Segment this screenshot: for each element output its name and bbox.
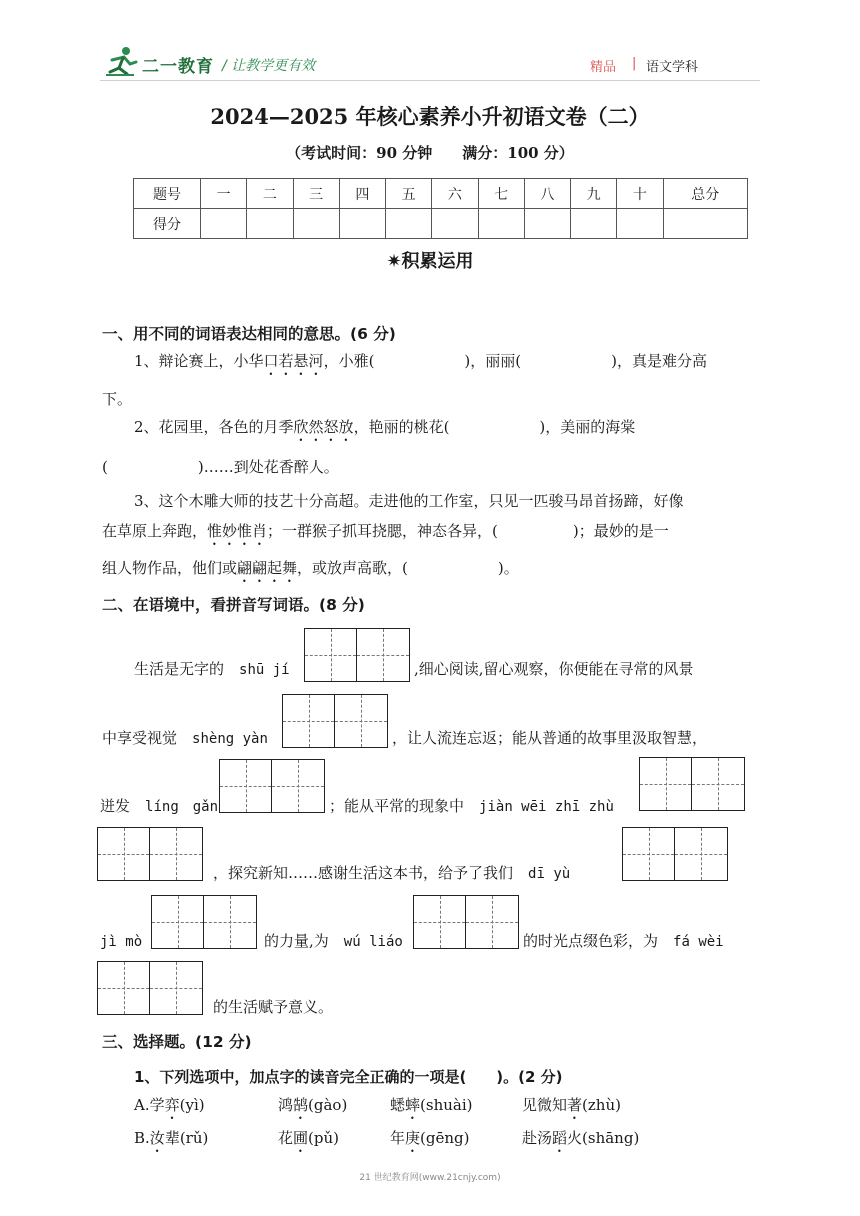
- score-input-cell[interactable]: [524, 209, 570, 239]
- text-run: (pǔ): [308, 1129, 339, 1147]
- option-a-word-2: [278, 1094, 347, 1123]
- question-1-heading: 一、用不同的词语表达相同的意思。(6 分): [102, 325, 396, 343]
- answer-grid[interactable]: [304, 628, 410, 682]
- text-run: 生活是无字的: [134, 660, 225, 678]
- dotted-char: 鹄: [293, 1096, 309, 1114]
- grid-cell: [466, 896, 518, 948]
- option-a-word-4: [522, 1094, 621, 1123]
- pinyin: jiàn wēi zhī zhù: [479, 799, 614, 815]
- q1-item-1-cont: 下。: [102, 390, 133, 408]
- text-run: ；能从平常的现象中: [329, 797, 465, 815]
- q2-line-2-post: ，让人流连忘返；能从普通的故事里汲取智慧，: [392, 729, 708, 747]
- text-run: 见微知: [522, 1096, 568, 1114]
- table-cell: 总分: [663, 179, 748, 209]
- table-cell: 一: [201, 179, 247, 209]
- score-input-cell[interactable]: [201, 209, 247, 239]
- text-run: (zhù): [582, 1096, 621, 1114]
- text-run: ；一群猴子抓耳挠腮，神态各异，( )；最妙的是一: [267, 522, 669, 540]
- text-run: 迸发: [100, 797, 131, 815]
- text-run: 辈(rǔ): [164, 1129, 209, 1147]
- grid-cell: [150, 828, 202, 880]
- q2-line-6-post: 的生活赋予意义。: [213, 998, 334, 1016]
- dotted-char: 弈: [164, 1096, 180, 1114]
- grid-cell: [283, 695, 335, 747]
- dotted-char: 著: [567, 1096, 583, 1114]
- header-divider: [100, 80, 760, 81]
- q1-item-3-cont: [102, 520, 669, 549]
- grid-cell: [675, 828, 727, 880]
- q2-line-3-pre: [100, 795, 218, 818]
- q2-line-3-mid: [329, 795, 614, 818]
- question-2-heading: 二、在语境中，看拼音写词语。(8 分): [102, 596, 365, 614]
- option-a[interactable]: [134, 1094, 205, 1123]
- text-run: ，探究新知……感谢生活这本书，给予了我们: [213, 864, 514, 882]
- q2-line-5-pre: [100, 930, 142, 953]
- dotted-word: 惟妙惟肖: [207, 522, 268, 540]
- q1-item-1: [134, 350, 707, 379]
- pinyin: shū jí: [239, 662, 290, 678]
- grid-cell: [98, 828, 150, 880]
- grid-cell: [357, 629, 409, 681]
- page-title: 2024—2025 年核心素养小升初语文卷（二）: [210, 104, 650, 129]
- score-input-cell[interactable]: [339, 209, 385, 239]
- grid-cell: [305, 629, 357, 681]
- text-run: A.学: [134, 1096, 165, 1114]
- table-cell: 得分: [134, 209, 201, 239]
- footer-source: 21 世纪教育网(www.21cnjy.com): [359, 1173, 501, 1183]
- score-table: [133, 178, 748, 239]
- dotted-word: 口若悬河: [263, 352, 324, 370]
- option-b-word-2: [278, 1127, 339, 1156]
- score-input-cell[interactable]: [386, 209, 432, 239]
- score-input-cell[interactable]: [663, 209, 748, 239]
- text-run: (shuài): [420, 1096, 473, 1114]
- table-cell: 六: [432, 179, 478, 209]
- score-input-cell[interactable]: [571, 209, 617, 239]
- text-run: (gēng): [420, 1129, 470, 1147]
- text-run: 中享受视觉: [102, 729, 178, 747]
- option-b-word-3: [390, 1127, 469, 1156]
- text-run: 在草原上奔跑，: [102, 522, 208, 540]
- text-run: ，艳丽的桃花( )，美丽的海棠: [353, 418, 636, 436]
- slogan: / 让教学更有效: [222, 58, 316, 74]
- logo-text: 二一教育: [142, 57, 214, 77]
- header-separator: |: [632, 56, 637, 71]
- answer-grid[interactable]: [282, 694, 388, 748]
- grid-cell: [272, 760, 324, 812]
- text-run: (yì): [179, 1096, 205, 1114]
- text-run: 蟋: [390, 1096, 406, 1114]
- text-run: 鸿: [278, 1096, 294, 1114]
- table-cell: 二: [247, 179, 293, 209]
- text-run: ，小雅( )，丽丽( )，真是难分高: [323, 352, 707, 370]
- table-cell: 九: [571, 179, 617, 209]
- text-run: 的力量,为: [264, 932, 329, 950]
- answer-grid[interactable]: [97, 961, 203, 1015]
- pinyin: líng gǎn: [145, 799, 219, 815]
- score-table-score-row: [134, 209, 748, 239]
- q2-line-1-pre: [134, 658, 290, 681]
- dotted-char: 庚: [405, 1129, 421, 1147]
- pinyin: jì mò: [100, 934, 143, 950]
- score-input-cell[interactable]: [617, 209, 663, 239]
- answer-grid[interactable]: [639, 757, 745, 811]
- q1-item-3: 3、这个木雕大师的技艺十分高超。走进他的工作室，只见一匹骏马昂首扬蹄，好像: [134, 492, 684, 510]
- text-run: 花: [278, 1129, 294, 1147]
- grid-cell: [220, 760, 272, 812]
- answer-grid[interactable]: [151, 895, 257, 949]
- dotted-char: 蟀: [405, 1096, 421, 1114]
- answer-grid[interactable]: [97, 827, 203, 881]
- q2-line-2-pre: [102, 727, 268, 750]
- text-run: ，或放声高歌，( )。: [297, 559, 519, 577]
- option-a-word-3: [390, 1094, 473, 1123]
- grid-cell: [150, 962, 202, 1014]
- q1-item-3-cont2: [102, 557, 519, 586]
- subject-label: 语文学科: [646, 60, 699, 75]
- q2-line-1-post: ,细心阅读,留心观察，你便能在寻常的风景: [414, 660, 694, 678]
- grid-cell: [152, 896, 204, 948]
- score-input-cell[interactable]: [478, 209, 524, 239]
- text-run: 组人物作品，他们或: [102, 559, 238, 577]
- pinyin: dī yù: [528, 866, 571, 882]
- table-cell: 三: [293, 179, 339, 209]
- dotted-char: 圃: [293, 1129, 309, 1147]
- score-input-cell[interactable]: [432, 209, 478, 239]
- grid-cell: [335, 695, 387, 747]
- text-run: 2、花园里，各色的月季: [134, 418, 294, 436]
- q1-item-2: [134, 416, 635, 445]
- exam-info: （考试时间：90 分钟 满分：100 分）: [286, 144, 574, 162]
- dotted-char: 汝: [149, 1129, 165, 1147]
- score-input-cell[interactable]: [247, 209, 293, 239]
- table-cell: 五: [386, 179, 432, 209]
- q2-line-5-post: [523, 930, 724, 953]
- table-cell: 四: [339, 179, 385, 209]
- grid-cell: [204, 896, 256, 948]
- question-3-heading: 三、选择题。(12 分): [102, 1033, 252, 1051]
- dotted-word: 欣然怒放: [293, 418, 354, 436]
- option-b[interactable]: [134, 1127, 208, 1156]
- grid-cell: [414, 896, 466, 948]
- q2-line-5-mid: [264, 930, 403, 953]
- pinyin: shèng yàn: [192, 731, 268, 747]
- table-cell: 十: [617, 179, 663, 209]
- option-b-word-4: [522, 1127, 639, 1156]
- text-run: (gào): [308, 1096, 348, 1114]
- pinyin: fá wèi: [673, 934, 724, 950]
- text-run: 赴汤: [522, 1129, 553, 1147]
- grid-cell: [623, 828, 675, 880]
- score-table-header-row: [134, 179, 748, 209]
- table-cell: 题号: [134, 179, 201, 209]
- text-run: 的时光点缀色彩，为: [523, 932, 659, 950]
- grid-cell: [692, 758, 744, 810]
- q2-line-4-mid: [213, 862, 570, 885]
- text-run: B.: [134, 1129, 150, 1147]
- q1-item-2-cont: ( )……到处花香醉人。: [102, 458, 339, 476]
- table-cell: 七: [478, 179, 524, 209]
- answer-grid[interactable]: [219, 759, 325, 813]
- grid-cell: [98, 962, 150, 1014]
- dotted-word: 翩翩起舞: [237, 559, 298, 577]
- text-run: 1、辩论赛上，小华: [134, 352, 264, 370]
- answer-grid[interactable]: [622, 827, 728, 881]
- grid-cell: [640, 758, 692, 810]
- q3-sub-1: 1、下列选项中，加点字的读音完全正确的一项是( )。(2 分): [134, 1068, 563, 1086]
- table-cell: 八: [524, 179, 570, 209]
- dotted-char: 蹈: [552, 1129, 568, 1147]
- runner-logo-icon: [104, 46, 138, 78]
- answer-grid[interactable]: [413, 895, 519, 949]
- premium-label: 精品: [590, 60, 617, 75]
- section-heading: ✷积累运用: [386, 251, 474, 272]
- text-run: 年: [390, 1129, 406, 1147]
- pinyin: wú liáo: [343, 934, 403, 950]
- text-run: 火(shāng): [567, 1129, 640, 1147]
- score-input-cell[interactable]: [293, 209, 339, 239]
